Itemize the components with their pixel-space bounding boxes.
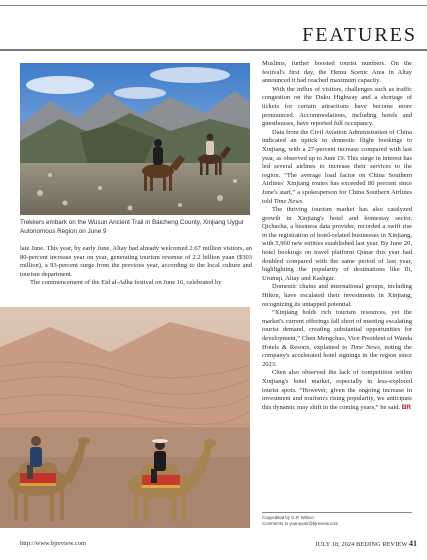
- publication-name: Time News: [273, 197, 303, 205]
- end-mark-logo: BR: [401, 403, 412, 411]
- paragraph-text: , noting the company's accelerated hotel signings in the region since 2023.: [262, 343, 412, 368]
- title-rule: [0, 49, 427, 51]
- paragraph-text: Data from the Civil Aviation Administration of China indicated an uptick in domestic flight bookings to Xinjiang, with a 27-percent increase compared with last year, as observed up to June 19. This surge in interest has led several airlines to increase their services to the region. “The average load factor on China Southern Airlines' Xinjiang routes has exceeded 80 percent since June's start,” a spokesperson for China Southern Airlines told: [262, 128, 412, 205]
- issue-date: JULY 18, 2024 BEIJING REVIEW: [315, 541, 408, 548]
- paragraph-text: Chen also observed the lack of competition within Xinjiang's hotel market, especially in less-explored tourist spots. “However, given the ongoing increase in investment and tourism's rising popularity, we anticipate this dynamic may shift in the coming years,” he said.: [262, 369, 412, 411]
- paragraph-text: “Xinjiang holds rich tourism resources, yet the market's current offerings fall short of meeting escalating tourist demand, creating substantial opportunities for development,” Chen Mengchao, Vice President of Wanda Hotels & Resorts, explained to: [262, 309, 412, 351]
- comments-email[interactable]: Comments to yuanyuan@bjreview.com: [262, 521, 339, 526]
- paragraph: The thriving tourism market has also catalyzed growth in Xinjiang's hotel and homestay sector. Qichacha, a business data provider, recorded a swift rise in the registration of hotel-related businesses in Xinjiang, with 5,960 new entities established last year. By June 20, hotel bookings on travel platform Qunar this year had doubled compared with the same period of last year, highlighting the popularity of destinations like Ili, Urumqi, Altay and Kashgar.: [262, 206, 412, 282]
- paragraph: [262, 309, 412, 369]
- paragraph: With the influx of visitors, challenges such as traffic congestion on the Duku Highway and a shortage of tickets for certain attractions have become more pronounced. Accommodations, including hotels and guesthouses, have reported full occupancy.: [262, 85, 412, 128]
- copyeditor-credit: Copyedited by G.P. Wilson: [262, 515, 314, 520]
- publication-name: Time News: [350, 343, 380, 351]
- photo-caption: Trekkers embark on the Wusun Ancient Trail in Baicheng County, Xinjiang Uygur Autonomous Region on June 9: [20, 219, 244, 235]
- paragraph: [262, 369, 412, 412]
- photo-trekkers-horses: [20, 63, 250, 215]
- section-title: FEATURES: [302, 24, 417, 46]
- article-left-column: [20, 245, 252, 288]
- top-rule: [0, 5, 427, 6]
- paragraph: Muslims, further boosted tourist numbers. On the festival's first day, the Hemu Scenic Area in Altay announced it had reached maximum capacity.: [262, 60, 412, 85]
- page-number: 41: [409, 539, 417, 548]
- photo-camel-riders: [0, 307, 250, 528]
- credits: [262, 512, 412, 527]
- footer-url[interactable]: http://www.bjreview.com: [20, 540, 86, 547]
- paragraph: Domestic chains and international groups, including Hilton, have escalated their investments in Xinjiang, recognizing its untapped potential.: [262, 283, 412, 308]
- paragraph: Data from the Civil Aviation Administration of China indicated an uptick in domestic flight bookings to Xinjiang, with a 27-percent increase compared with last year, as observed up to June 19. This surge in interest has led several airlines to increase their services to the region. “The average load factor on China Southern Airlines' Xinjiang routes has exceeded 80 percent since June's start,” a spokesperson for China Southern Airlines told Time News.: [262, 128, 412, 205]
- paragraph: late June. This year, by early June, Altay had already welcomed 2.67 million visitors, an 80-percent increase year on year, generating tourism revenue of 2.2 billion yuan ($303 million), a 93-percent surge from the previous year, according to the local culture and tourism department.: [20, 245, 252, 278]
- article-right-column: [262, 60, 412, 412]
- footer-issue: [315, 539, 417, 548]
- paragraph: The commencement of the Eid al-Adha festival on June 16, celebrated by: [30, 279, 222, 287]
